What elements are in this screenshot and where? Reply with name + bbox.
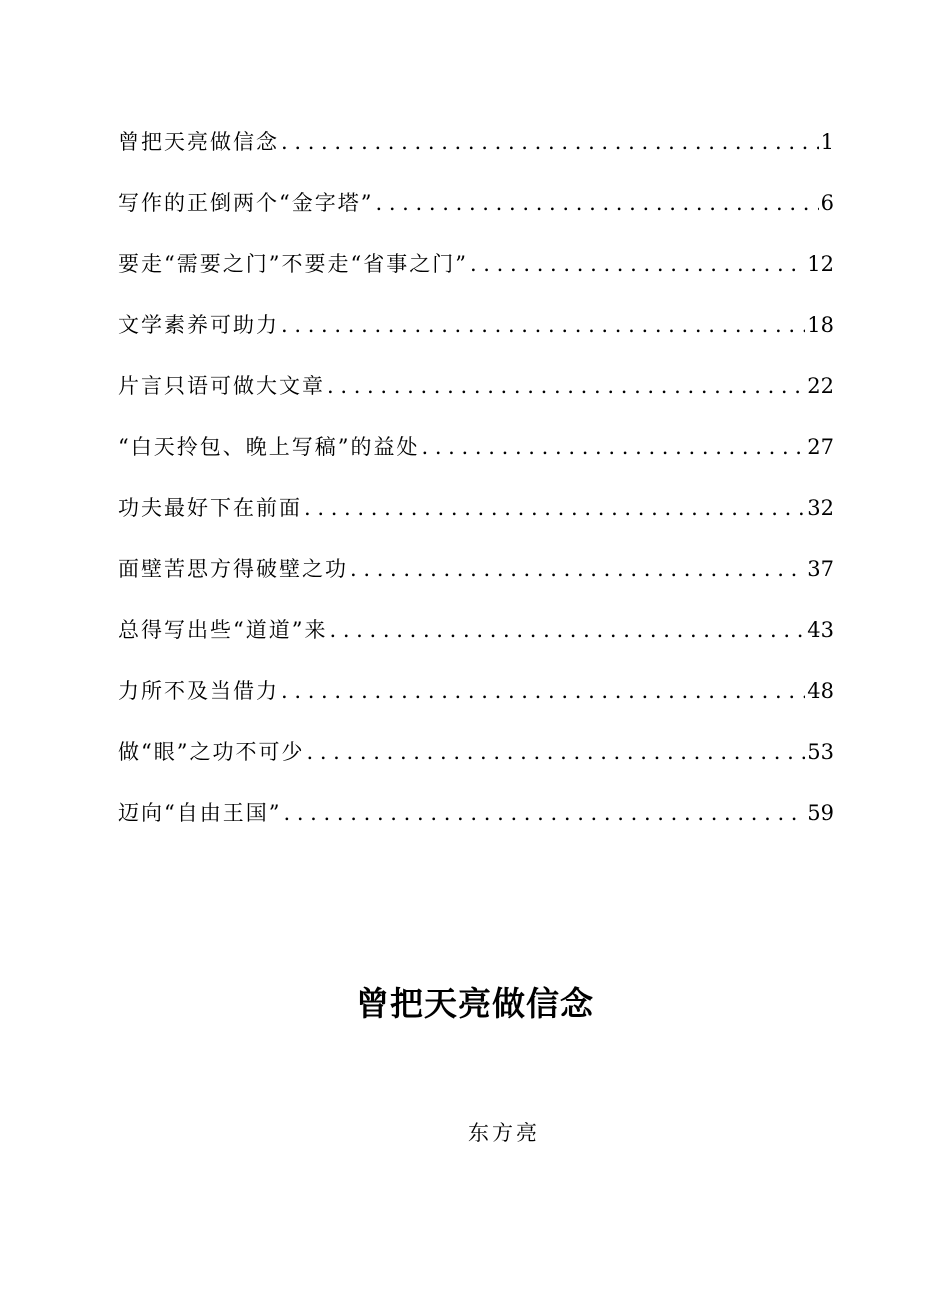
toc-entry-title: 功夫最好下在前面: [118, 496, 302, 520]
toc-page-number: 18: [807, 313, 834, 337]
toc-dot-leader: [421, 435, 805, 459]
toc-page-number: 53: [807, 740, 834, 764]
toc-page-number: 22: [807, 374, 834, 398]
toc-entry[interactable]: [118, 126, 834, 187]
toc-entry-title: 文学素养可助力: [118, 313, 279, 337]
toc-dot-leader: [350, 557, 805, 581]
toc-entry-title: 迈向“自由王国”: [118, 801, 282, 825]
toc-entry[interactable]: [118, 736, 834, 797]
toc-entry[interactable]: [118, 248, 834, 309]
toc-page-number: 59: [807, 801, 834, 825]
toc-entry[interactable]: [118, 553, 834, 614]
toc-entry[interactable]: [118, 309, 834, 370]
toc-page-number: 1: [820, 130, 834, 154]
toc-dot-leader: [283, 801, 805, 825]
toc-entry-title: 做“眼”之功不可少: [118, 740, 305, 764]
toc-dot-leader: [304, 496, 805, 520]
toc-entry[interactable]: [118, 675, 834, 736]
toc-page-number: 48: [807, 679, 834, 703]
toc-dot-leader: [375, 191, 818, 215]
toc-entry[interactable]: [118, 431, 834, 492]
toc-entry-title: 力所不及当借力: [118, 679, 279, 703]
toc-entry-title: “白天拎包、晚上写稿”的益处: [118, 435, 420, 459]
toc-entry-title: 要走“需要之门”不要走“省事之门”: [118, 252, 468, 276]
toc-dot-leader: [281, 313, 805, 337]
toc-entry[interactable]: [118, 492, 834, 553]
toc-entry[interactable]: [118, 797, 834, 858]
toc-entry[interactable]: [118, 187, 834, 248]
toc-entry-title: 面壁苦思方得破壁之功: [118, 557, 348, 581]
toc-entry-title: 片言只语可做大文章: [118, 374, 325, 398]
article-author: 东方亮: [468, 1121, 540, 1145]
toc-dot-leader: [281, 130, 819, 154]
toc-page-number: 12: [807, 252, 834, 276]
toc-page-number: 27: [807, 435, 834, 459]
toc-dot-leader: [281, 679, 805, 703]
toc-entry[interactable]: [118, 614, 834, 675]
toc-dot-leader: [329, 618, 805, 642]
toc-entry-title: 曾把天亮做信念: [118, 130, 279, 154]
table-of-contents: [118, 126, 834, 858]
toc-page-number: 32: [807, 496, 834, 520]
toc-dot-leader: [306, 740, 805, 764]
toc-entry-title: 总得写出些“道道”来: [118, 618, 328, 642]
toc-dot-leader: [470, 252, 805, 276]
toc-entry-title: 写作的正倒两个“金字塔”: [118, 191, 374, 215]
toc-page-number: 6: [820, 191, 834, 215]
toc-page-number: 43: [807, 618, 834, 642]
toc-page-number: 37: [807, 557, 834, 581]
toc-entry[interactable]: [118, 370, 834, 431]
article-title: 曾把天亮做信念: [356, 984, 594, 1023]
toc-dot-leader: [327, 374, 805, 398]
